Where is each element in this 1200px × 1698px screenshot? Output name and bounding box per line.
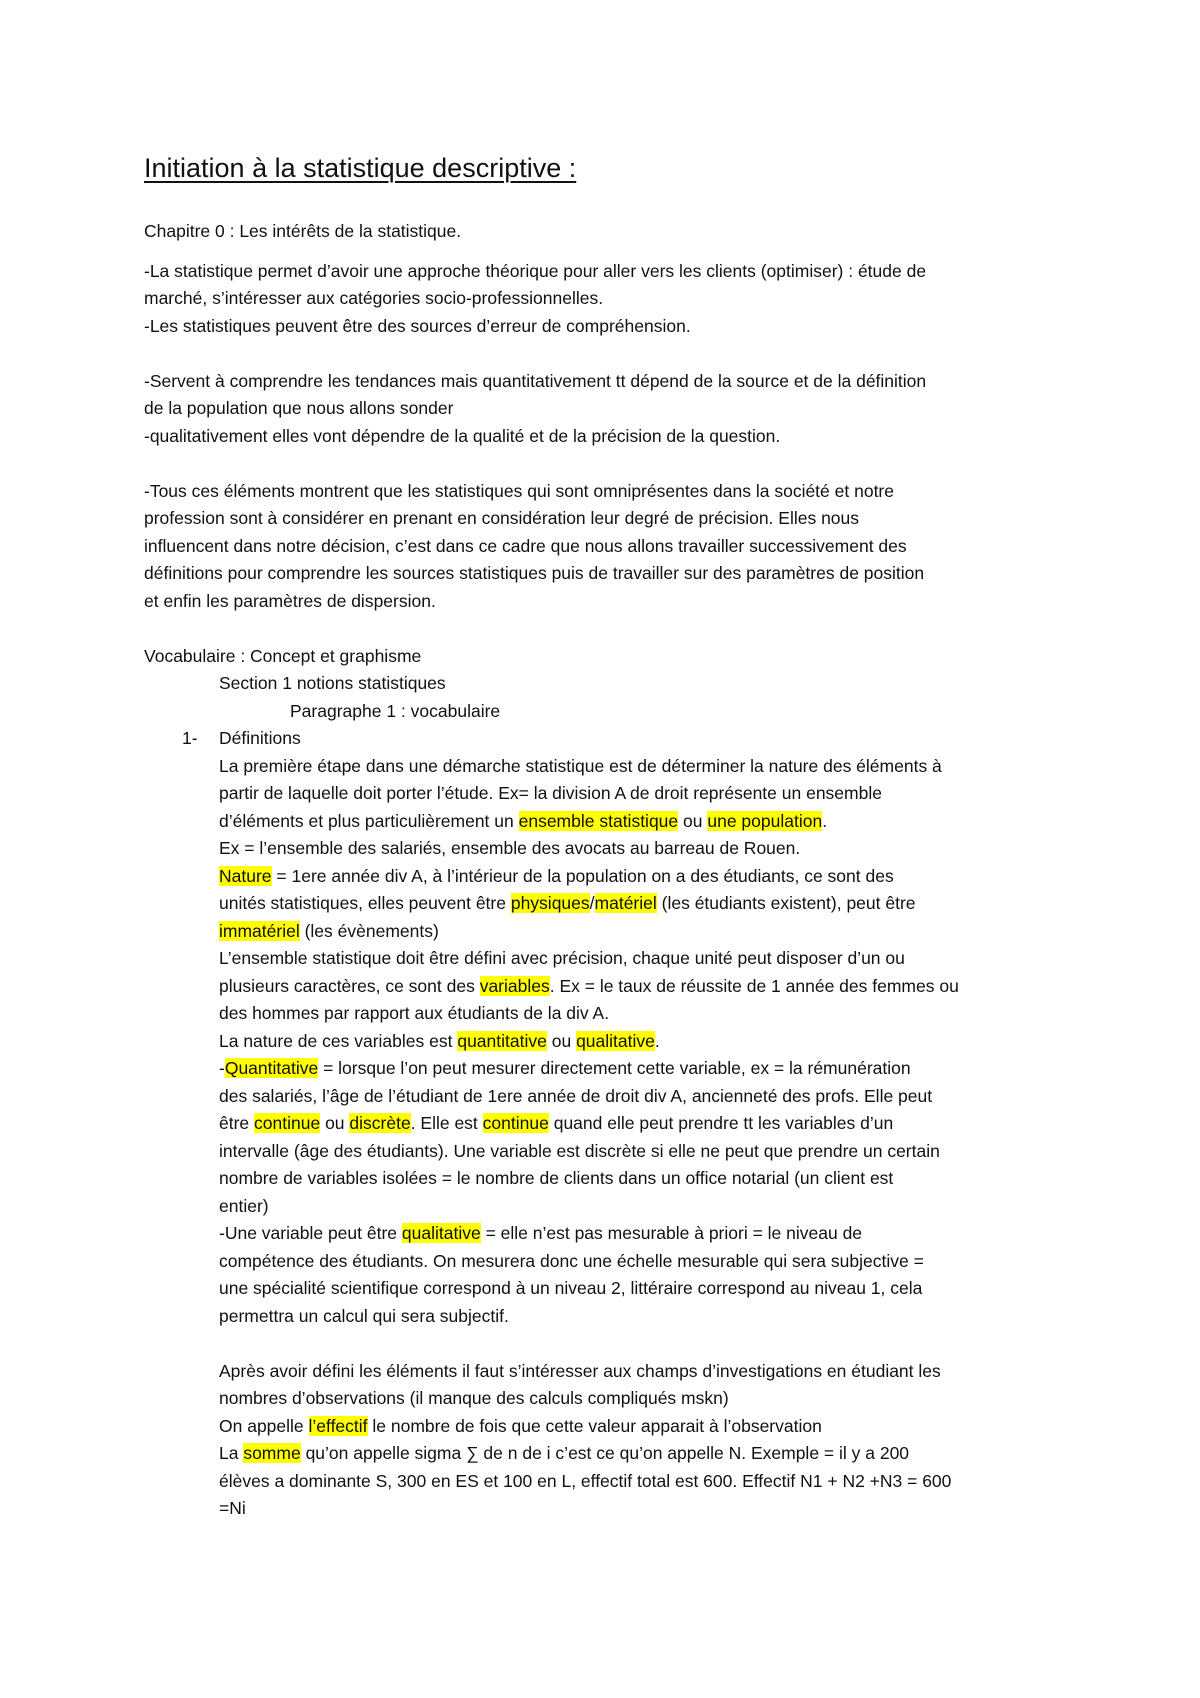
text: . Ex = le taux de réussite de 1 année des femmes ou (549, 976, 959, 996)
body-line (219, 1440, 909, 1467)
highlighted-term: matériel (594, 893, 657, 913)
body-line (219, 808, 827, 835)
body-line (219, 1413, 822, 1440)
text: . (654, 1031, 660, 1051)
highlighted-term: immatériel (219, 921, 300, 941)
text: quand elle peut prendre tt les variables d’un (548, 1113, 894, 1133)
text: . (822, 811, 828, 831)
text: (les évènements) (299, 921, 439, 941)
text: / (589, 893, 595, 913)
body-line: partir de laquelle doit porter l’étude. Ex= la division A de droit représente un ensemble (219, 783, 882, 803)
highlighted-term: qualitative (401, 1223, 481, 1243)
body-line: =Ni (219, 1498, 246, 1518)
intro-line: de la population que nous allons sonder (144, 398, 454, 418)
text: = 1ere année div A, à l’intérieur de la population on a des étudiants, ce sont des (271, 866, 894, 886)
body-line: compétence des étudiants. On mesurera donc une échelle mesurable qui sera subjective = (219, 1251, 924, 1271)
body-line: des salariés, l’âge de l’étudiant de 1ere année de droit div A, ancienneté des profs. Elle peut (219, 1086, 933, 1106)
highlighted-term: continue (482, 1113, 549, 1133)
text: La (219, 1443, 244, 1463)
highlighted-term: quantitative (457, 1031, 547, 1051)
text: = elle n’est pas mesurable à priori = le niveau de (480, 1223, 863, 1243)
body-line (219, 1028, 660, 1055)
intro-line: -Tous ces éléments montrent que les statistiques qui sont omniprésentes dans la société et notre (144, 481, 894, 501)
intro-line: profession sont à considérer en prenant en considération leur degré de précision. Elles nous (144, 508, 860, 528)
highlighted-term: ensemble statistique (518, 811, 679, 831)
body-line: Ex = l’ensemble des salariés, ensemble des avocats au barreau de Rouen. (219, 838, 801, 858)
highlighted-term: une population (707, 811, 823, 831)
intro-line: -Les statistiques peuvent être des sources d’erreur de compréhension. (144, 316, 691, 336)
text: être (219, 1113, 255, 1133)
list-number: 1- (182, 728, 198, 748)
intro-line: et enfin les paramètres de dispersion. (144, 591, 436, 611)
body-line: des hommes par rapport aux étudiants de la div A. (219, 1003, 610, 1023)
text: . Elle est (410, 1113, 483, 1133)
body-line (219, 1110, 893, 1137)
highlighted-term: Quantitative (224, 1058, 319, 1078)
body-line: nombre de variables isolées = le nombre de clients dans un office notarial (un client est (219, 1168, 894, 1188)
text: On appelle (219, 1416, 309, 1436)
text: unités statistiques, elles peuvent être (219, 893, 511, 913)
text: ou (678, 811, 708, 831)
text: -Une variable peut être (219, 1223, 402, 1243)
highlighted-term: Nature (219, 866, 272, 886)
body-line: La première étape dans une démarche statistique est de déterminer la nature des éléments à (219, 756, 942, 776)
text: (les étudiants existent), peut être (656, 893, 916, 913)
body-line: nombres d’observations (il manque des calculs compliqués mskn) (219, 1388, 729, 1408)
intro-line: -Servent à comprendre les tendances mais quantitativement tt dépend de la source et de la définition (144, 371, 927, 391)
highlighted-term: variables (479, 976, 550, 996)
list-item-label: Définitions (219, 728, 301, 748)
text: - (219, 1058, 225, 1078)
paragraph-heading: Paragraphe 1 : vocabulaire (290, 701, 501, 721)
body-line (219, 863, 894, 890)
body-line (219, 973, 959, 1000)
body-line: intervalle (âge des étudiants). Une variable est discrète si elle ne peut que prendre un certain (219, 1141, 940, 1161)
text: plusieurs caractères, ce sont des (219, 976, 480, 996)
text: = lorsque l’on peut mesurer directement cette variable, ex = la rémunération (318, 1058, 911, 1078)
intro-line: marché, s’intéresser aux catégories socio-professionnelles. (144, 288, 604, 308)
intro-line: définitions pour comprendre les sources statistiques puis de travailler sur des paramètres de position (144, 563, 925, 583)
highlighted-term: discrète (349, 1113, 411, 1133)
body-line (219, 1055, 911, 1082)
body-line: permettra un calcul qui sera subjectif. (219, 1306, 509, 1326)
body-line (219, 1220, 862, 1247)
intro-line: -qualitativement elles vont dépendre de la qualité et de la précision de la question. (144, 426, 781, 446)
body-line: L’ensemble statistique doit être défini avec précision, chaque unité peut disposer d’un ou (219, 948, 905, 968)
intro-line: influencent dans notre décision, c’est dans ce cadre que nous allons travailler successivement des (144, 536, 907, 556)
text: La nature de ces variables est (219, 1031, 458, 1051)
highlighted-term: somme (243, 1443, 301, 1463)
text: d’éléments et plus particulièrement un (219, 811, 519, 831)
body-line: une spécialité scientifique correspond à un niveau 2, littéraire correspond au niveau 1, cela (219, 1278, 923, 1298)
body-line: élèves a dominante S, 300 en ES et 100 en L, effectif total est 600. Effectif N1 + N2 +N3 = 600 (219, 1471, 952, 1491)
document-title: Initiation à la statistique descriptive : (144, 153, 577, 183)
body-line (219, 918, 439, 945)
text: le nombre de fois que cette valeur apparait à l’observation (367, 1416, 822, 1436)
highlighted-term: continue (254, 1113, 321, 1133)
highlighted-term: qualitative (576, 1031, 655, 1051)
vocabulary-heading: Vocabulaire : Concept et graphisme (144, 646, 422, 666)
section-heading: Section 1 notions statistiques (219, 673, 446, 693)
highlighted-term: l’effectif (308, 1416, 368, 1436)
body-line: Après avoir défini les éléments il faut s’intéresser aux champs d’investigations en étudiant les (219, 1361, 941, 1381)
text: ou (546, 1031, 577, 1051)
highlighted-term: physiques (510, 893, 590, 913)
body-line: entier) (219, 1196, 269, 1216)
text: qu’on appelle sigma ∑ de n de i c’est ce qu’on appelle N. Exemple = il y a 200 (300, 1443, 910, 1463)
text: ou (320, 1113, 350, 1133)
intro-line: -La statistique permet d’avoir une approche théorique pour aller vers les clients (optimiser) : étude de (144, 261, 927, 281)
body-line (219, 890, 916, 917)
chapter-heading: Chapitre 0 : Les intérêts de la statistique. (144, 221, 462, 241)
